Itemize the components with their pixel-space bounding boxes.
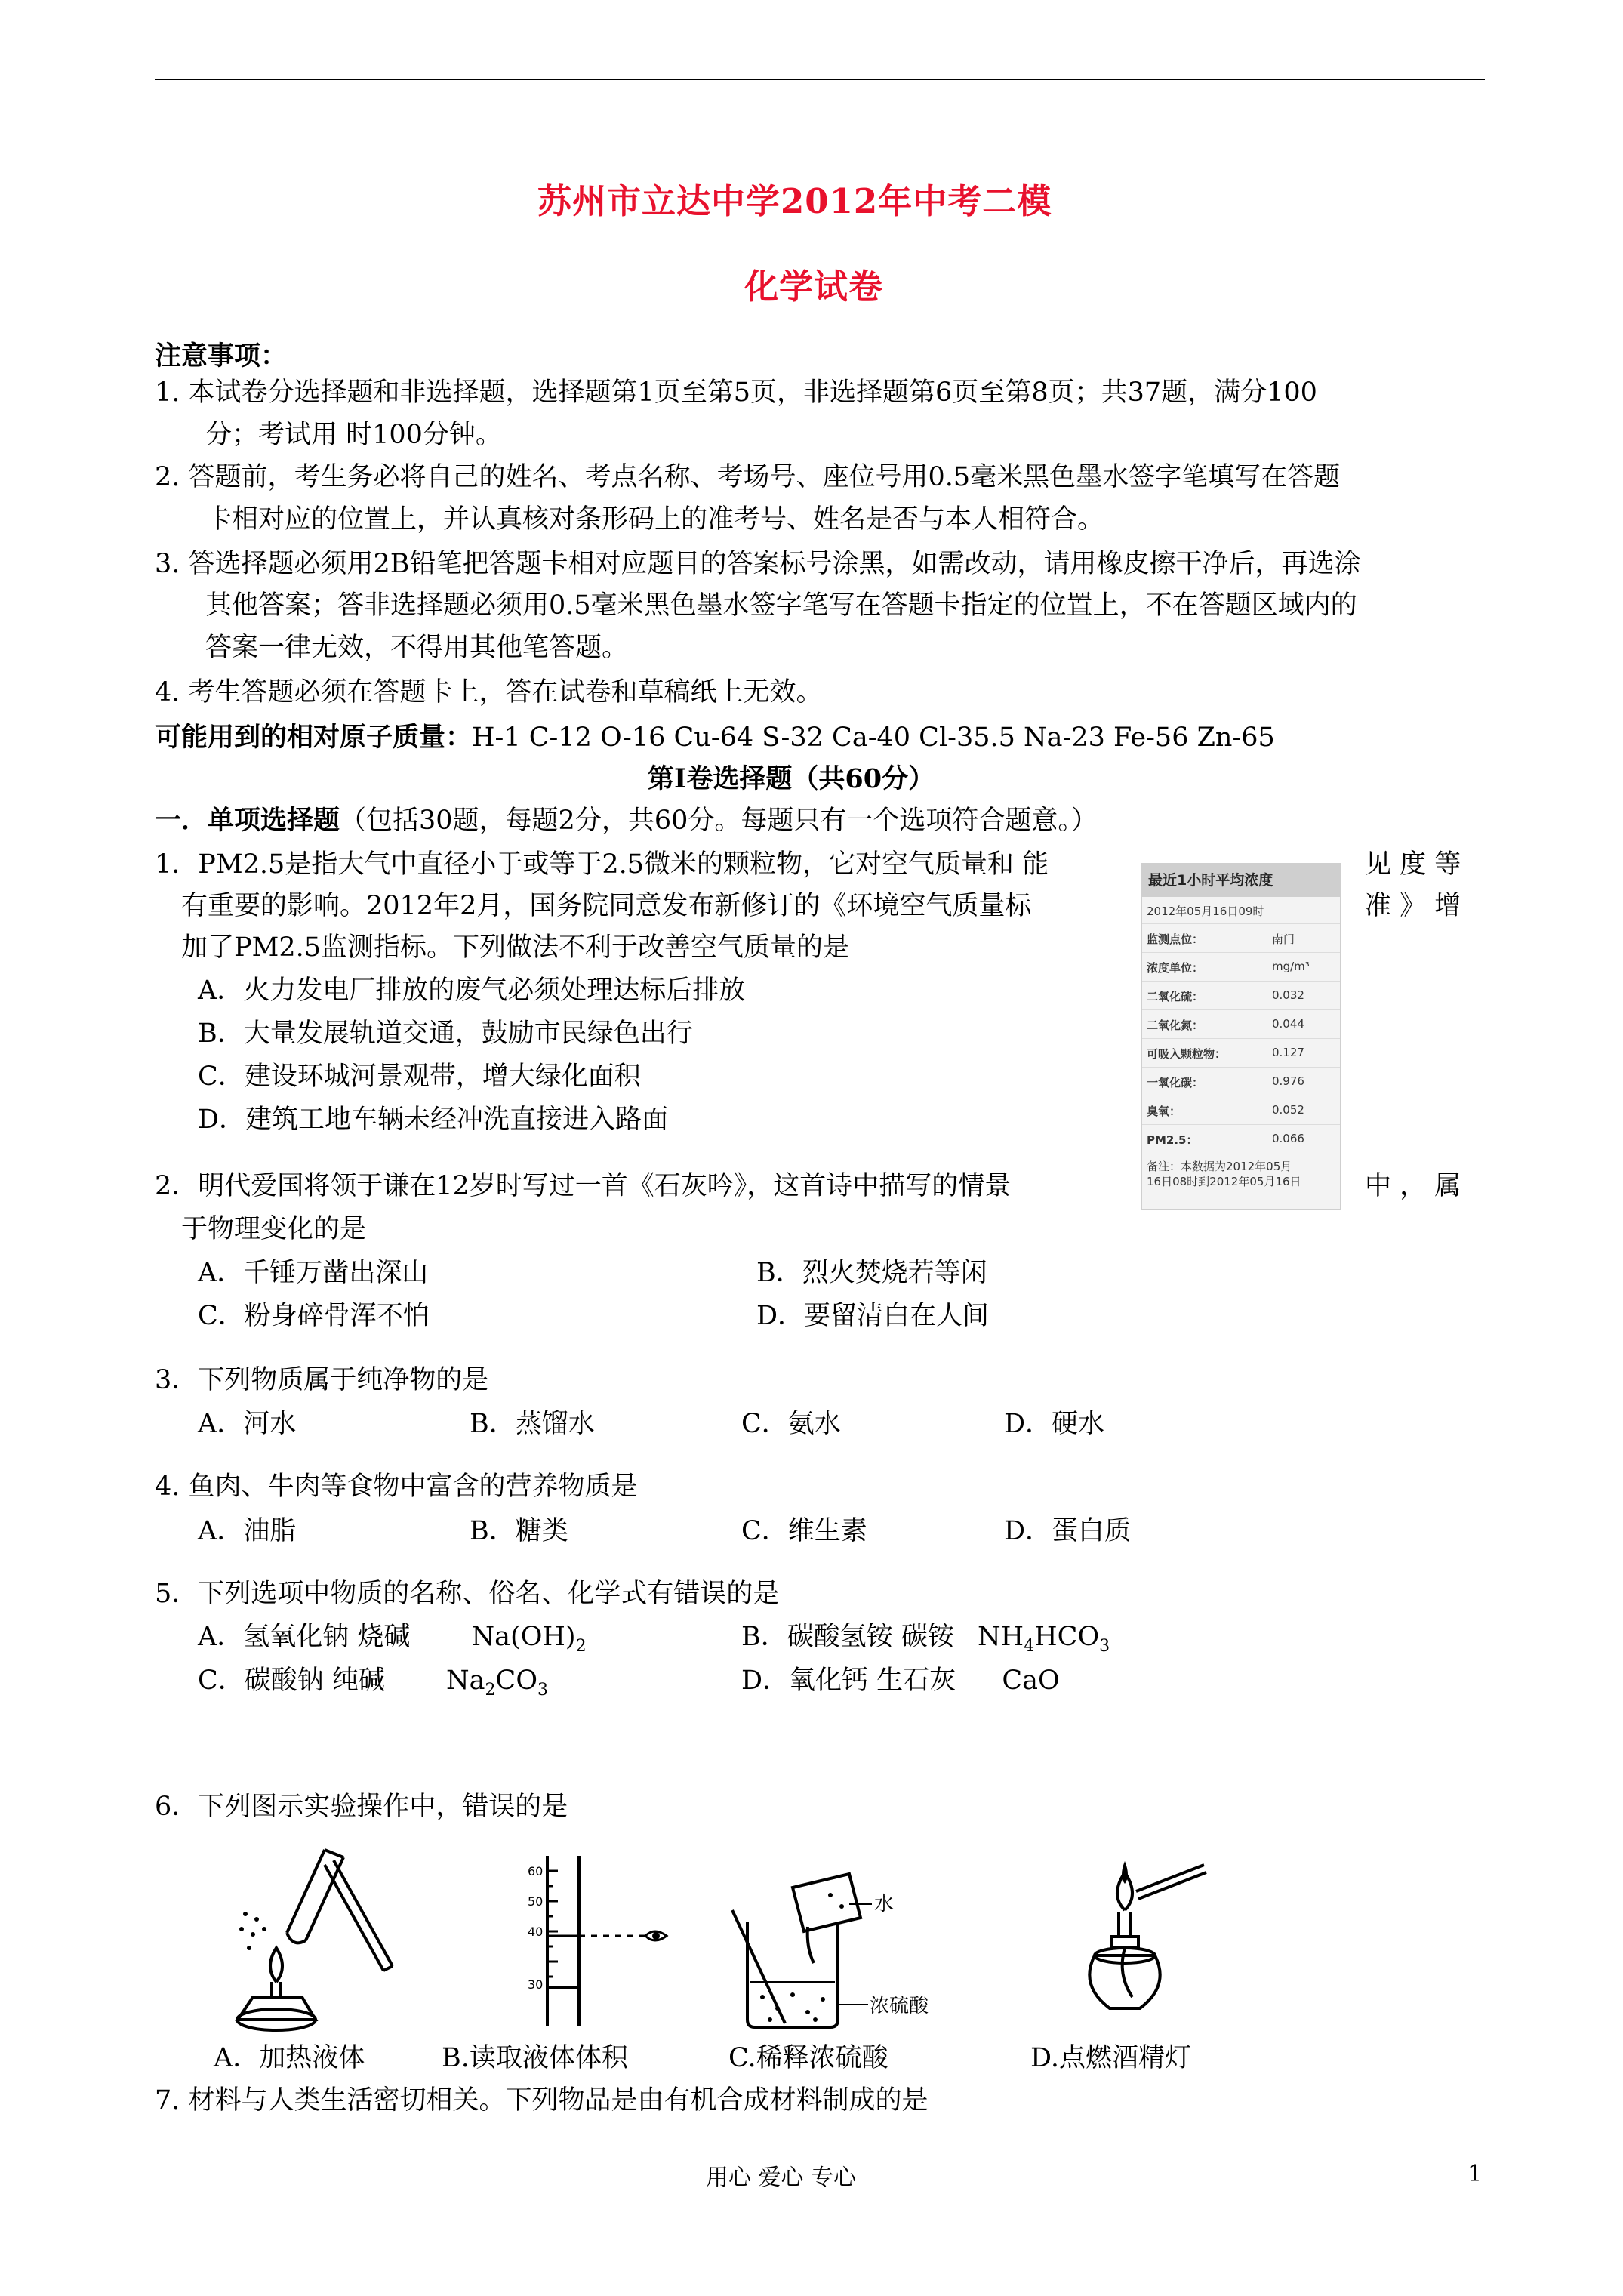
figure-lighting-lamp (1064, 1842, 1238, 2035)
pm25-row (1142, 1038, 1340, 1067)
notice-line: 答案一律无效，不得用其他笔答题。 (205, 633, 629, 663)
q6-option-b: B.读取液体体积 (442, 2043, 628, 2073)
figure-reading-cylinder (494, 1848, 683, 2033)
part1-heading (155, 804, 1098, 837)
q5-a-name: A．氢氧化钠 烧碱 (198, 1622, 411, 1652)
pm25-date: 2012年05月16日09时 (1147, 905, 1264, 918)
pm25-header: 最近1小时平均浓度 (1142, 864, 1340, 897)
q3-option-a: A．河水 (198, 1409, 297, 1439)
notice-line: 卡相对应的位置上，并认真核对条形码上的准考号、姓名是否与本人相符合。 (205, 504, 1104, 535)
notice-line: 3. 答选择题必须用2B铅笔把答题卡相对应题目的答案标号涂黑，如需改动，请用橡皮擦干净后，再选涂 (155, 549, 1361, 579)
q4-option-a: A．油脂 (198, 1516, 297, 1546)
q5-a-formula: $Na(OH)_2$ (471, 1622, 587, 1656)
notice-heading: 注意事项： (155, 341, 288, 371)
q5-option-d (741, 1664, 1060, 1697)
pm25-value: 0.052 (1272, 1103, 1304, 1117)
q5-b-name: B．碳酸氢铵 碳铵 (741, 1622, 954, 1652)
q5-b-formula: $NH_4HCO_3$ (978, 1622, 1110, 1656)
notice-line: 分；考试用 时100分钟。 (205, 420, 502, 450)
part1-label: 一．单项选择题 (155, 805, 340, 836)
pm25-key: 监测点位： (1147, 932, 1204, 946)
q5-option-b (741, 1620, 1110, 1656)
q4-option-c: C．维生素 (741, 1516, 867, 1546)
footer-motto: 用心 爱心 专心 (706, 2165, 857, 2191)
q3-stem: 3．下列物质属于纯净物的是 (155, 1365, 489, 1395)
pm25-value: 0.066 (1272, 1132, 1304, 1145)
fig-b-tick: 30 (528, 1977, 544, 1992)
figure-diluting-acid (717, 1865, 944, 2039)
pm25-value: 0.976 (1272, 1074, 1304, 1088)
q4-option-d: D．蛋白质 (1004, 1516, 1132, 1546)
q2-option-b: B．烈火焚烧若等闲 (756, 1258, 987, 1288)
q4-stem: 4. 鱼肉、牛肉等食物中富含的营养物质是 (155, 1472, 638, 1502)
q5-option-a (198, 1620, 587, 1656)
q1-stem-2-right: 准 》 增 (1365, 891, 1461, 921)
q1-stem-1-right: 见 度 等 (1365, 849, 1461, 880)
q5-d-name: D．氧化钙 生石灰 (741, 1666, 956, 1696)
pm25-row (1142, 1124, 1340, 1153)
pm25-key: 臭氧： (1147, 1105, 1181, 1118)
q5-d-formula: CaO (1002, 1666, 1060, 1696)
fig-c-water-label: 水 (874, 1893, 895, 1915)
fig-b-tick: 40 (528, 1925, 544, 1939)
q1-option-b: B．大量发展轨道交通，鼓励市民绿色出行 (198, 1019, 693, 1049)
q4-option-b: B．糖类 (470, 1516, 568, 1546)
q7-stem: 7. 材料与人类生活密切相关。下列物品是由有机合成材料制成的是 (155, 2085, 929, 2116)
q2-stem-1: 2．明代爱国将领于谦在12岁时写过一首《石灰吟》，这首诗中描写的情景 (155, 1171, 1012, 1201)
q5-c-formula: $Na_2CO_3$ (446, 1666, 549, 1700)
pm25-value: 0.032 (1272, 988, 1304, 1002)
pm25-row (1142, 1067, 1340, 1096)
q3-option-d: D．硬水 (1004, 1409, 1105, 1439)
q1-stem-3: 加了PM2.5监测指标。下列做法不利于改善空气质量的是 (181, 932, 850, 963)
pm25-row (1142, 923, 1340, 952)
q2-stem-2: 于物理变化的是 (181, 1214, 367, 1244)
q1-stem-1: 1．PM2.5是指大气中直径小于或等于2.5微米的颗粒物，它对空气质量和 能 (155, 849, 1049, 880)
q1-option-c: C．建设环城河景观带，增大绿化面积 (198, 1062, 641, 1092)
part1-desc: （包括30题，每题2分，共60分。每题只有一个选项符合题意。） (340, 806, 1098, 836)
pm25-value: 0.127 (1272, 1046, 1304, 1059)
q2-option-c: C．粉身碎骨浑不怕 (198, 1301, 430, 1331)
atomic-mass-line (155, 721, 1275, 754)
pm25-data-image (1141, 863, 1341, 1210)
notice-line: 4. 考生答题必须在答题卡上，答在试卷和草稿纸上无效。 (155, 677, 823, 707)
q1-stem-2: 有重要的影响。2012年2月，国务院同意发布新修订的《环境空气质量标 (181, 891, 1032, 921)
q2-stem-1-right: 中 ， 属 (1365, 1171, 1461, 1201)
q1-option-a: A．火力发电厂排放的废气必须处理达标后排放 (198, 975, 746, 1006)
q3-option-c: C．氨水 (741, 1409, 841, 1439)
pm25-key: 一氧化碳： (1147, 1076, 1204, 1089)
q6-stem: 6．下列图示实验操作中，错误的是 (155, 1792, 568, 1822)
pm25-row (1142, 1009, 1340, 1038)
q2-option-a: A．千锤万凿出深山 (198, 1258, 429, 1288)
q6-option-c: C.稀释浓硫酸 (728, 2043, 888, 2073)
q3-option-b: B．蒸馏水 (470, 1409, 595, 1439)
pm25-note: 16日08时到2012年05月16日 (1147, 1175, 1301, 1188)
q5-stem: 5．下列选项中物质的名称、俗名、化学式有错误的是 (155, 1579, 780, 1609)
pm25-key: 浓度单位： (1147, 961, 1204, 975)
pm25-key: 二氧化氮： (1147, 1019, 1204, 1032)
pm25-value: 0.044 (1272, 1017, 1304, 1031)
pm25-key: 可吸入颗粒物： (1147, 1047, 1227, 1061)
pm25-row (1142, 952, 1340, 981)
q6-option-d: D.点燃酒精灯 (1030, 2043, 1191, 2073)
figure-heating-liquid (211, 1842, 400, 2039)
page-subtitle: 化学试卷 (744, 267, 884, 307)
pm25-note: 备注：本数据为2012年05月 (1147, 1160, 1292, 1173)
pm25-row (1142, 981, 1340, 1009)
q2-option-d: D．要留清白在人间 (756, 1301, 990, 1331)
fig-b-tick: 60 (528, 1864, 544, 1878)
header-rule (155, 79, 1485, 80)
pm25-key: 二氧化硫： (1147, 990, 1204, 1003)
pm25-value: 南门 (1272, 932, 1295, 946)
pm25-row (1142, 1096, 1340, 1124)
q1-option-d: D．建筑工地车辆未经冲洗直接进入路面 (198, 1105, 669, 1135)
fig-b-tick: 50 (528, 1894, 544, 1909)
atomic-mass-values: H-1 C-12 O-16 Cu-64 S-32 Ca-40 Cl-35.5 Na-23 Fe-56 Zn-65 (472, 723, 1275, 753)
notice-line: 2. 答题前，考生务必将自己的姓名、考点名称、考场号、座位号用0.5毫米黑色墨水签字笔填写在答题 (155, 462, 1341, 492)
section-title: 第Ⅰ卷选择题（共60分） (648, 763, 935, 794)
pm25-value: mg/m³ (1272, 960, 1310, 973)
notice-line: 其他答案；答非选择题必须用0.5毫米黑色墨水签字笔写在答题卡指定的位置上，不在答题区域内的 (205, 590, 1357, 621)
q5-option-c (198, 1664, 549, 1700)
fig-c-acid-label: 浓硫酸 (870, 1995, 929, 2017)
notice-line: 1. 本试卷分选择题和非选择题，选择题第1页至第5页，非选择题第6页至第8页；共37题，满分100 (155, 378, 1317, 408)
pm25-key: PM2.5： (1147, 1133, 1198, 1147)
q6-option-a: A．加热液体 (214, 2043, 365, 2073)
page-number: 1 (1467, 2161, 1483, 2187)
atomic-mass-label: 可能用到的相对原子质量： (155, 722, 473, 753)
page-title: 苏州市立达中学2012年中考二模 (537, 181, 1052, 221)
q5-c-name: C．碳酸钠 纯碱 (198, 1666, 385, 1696)
